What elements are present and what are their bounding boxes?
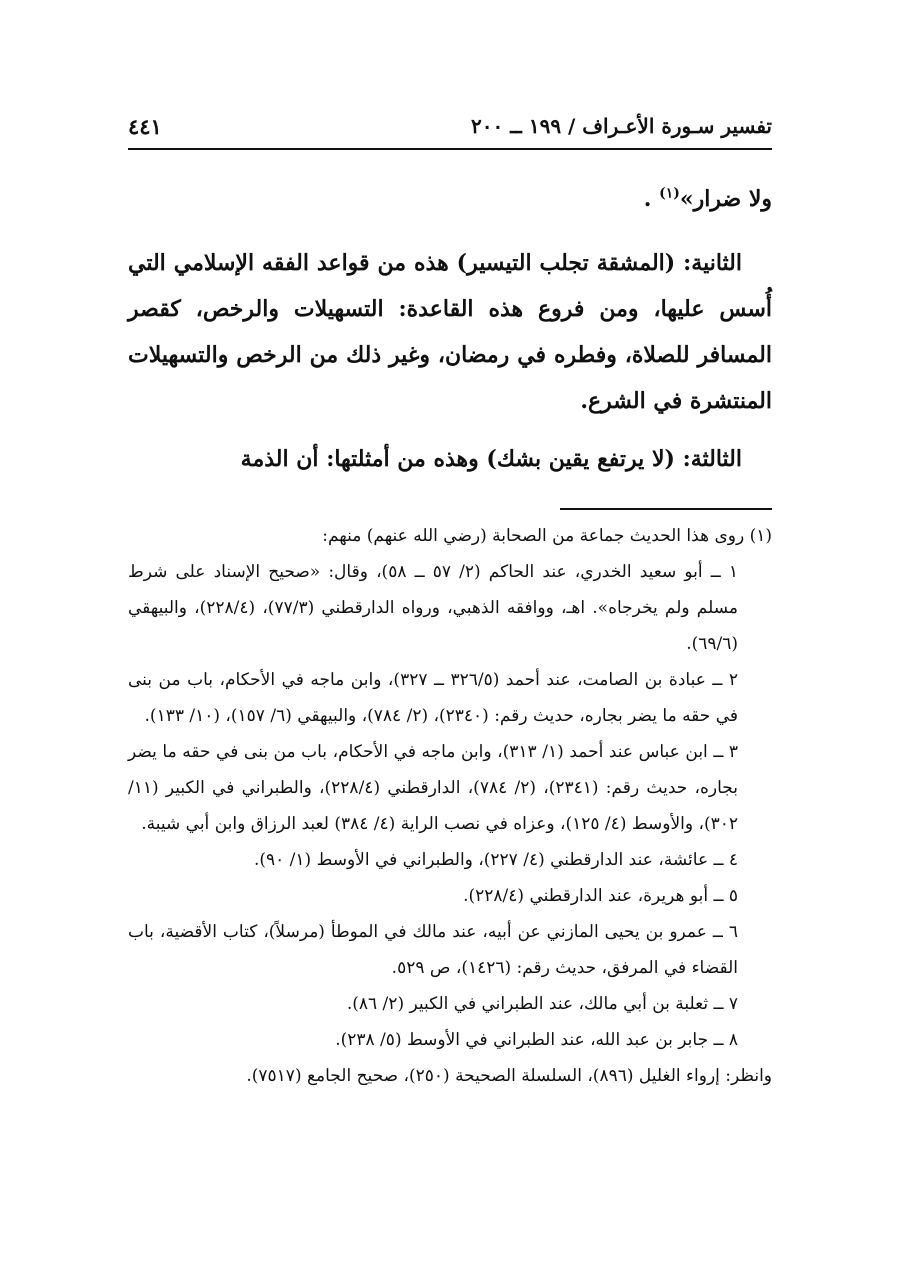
footnote-item: ٤ ــ عائشة، عند الدارقطني (٤/ ٢٢٧)، والطبراني في الأوسط (١/ ٩٠). [253, 850, 738, 870]
book-page [128, 112, 772, 1192]
footnote-item: ٢ ــ عبادة بن الصامت، عند أحمد (٣٢٦/٥ ــ ٣٢٧)، وابن ماجه في الأحكام، باب من بنى في حقه ما يضر بجاره، حديث رقم: (٢٣٤٠)، (٢/ ٧٨٤)، والبيهقي (٦/ ١٥٧)، (١٠/ ١٣٣). [128, 670, 738, 726]
footnote-item: ١ ــ أبو سعيد الخدري، عند الحاكم (٢/ ٥٧ ــ ٥٨)، وقال: «صحيح الإسناد على شرط مسلم ولم يخرجاه». اهـ، ووافقه الذهبي، ورواه الدارقطني (٧٧/٣)، (٢٢٨/٤)، والبيهقي (٦٩/٦). [128, 562, 739, 654]
running-header [128, 112, 772, 150]
footnotes [128, 518, 772, 1094]
paragraph-end-mark: . [643, 186, 652, 212]
footnote-item: ٧ ــ ثعلبة بن أبي مالك، عند الطبراني في الكبير (٢/ ٨٦). [346, 994, 738, 1014]
footnote-separator [560, 508, 772, 510]
footnote-lead: (١) روى هذا الحديث جماعة من الصحابة (رضي الله عنهم) منهم: [322, 526, 772, 546]
running-title: تفسير سـورة الأعـراف / ١٩٩ ــ ٢٠٠ [470, 114, 772, 138]
main-text [128, 176, 772, 482]
footnote-item: ٣ ــ ابن عباس عند أحمد (١/ ٣١٣)، وابن ماجه في الأحكام، باب من بنى في حقه ما يضر بجاره، حديث رقم: (٢٣٤١)، (٢/ ٧٨٤)، الدارقطني (٢٢٨/٤)، والطبراني في الكبير (١١/ ٣٠٢)، والأوسط (٤/ ١٢٥)، وعزاه في نصب الراية (٤/ ٣٨٤) لعبد الرزاق وابن أبي شيبة. [128, 742, 739, 834]
page-number: ٤٤١ [128, 114, 162, 139]
footnote-item: ٨ ــ جابر بن عبد الله، عند الطبراني في الأوسط (٥/ ٢٣٨). [335, 1030, 738, 1050]
paragraph-continuation [128, 176, 772, 222]
footnote-see-also: وانظر: إرواء الغليل (٨٩٦)، السلسلة الصحيحة (٢٥٠)، صحيح الجامع (٧٥١٧). [246, 1066, 772, 1086]
paragraph-third-rule: الثالثة: (لا يرتفع يقين بشك) وهذه من أمثلتها: أن الذمة [240, 446, 742, 472]
footnote-item: ٥ ــ أبو هريرة، عند الدارقطني (٢٢٨/٤). [463, 886, 738, 906]
footnote-item: ٦ ــ عمرو بن يحيى المازني عن أبيه، عند مالك في الموطأ (مرسلاً)، كتاب الأقضية، باب القضاء في المرفق، حديث رقم: (١٤٢٦)، ص ٥٢٩. [128, 922, 738, 978]
footnote-reference: (١) [659, 185, 680, 202]
paragraph-continuation-text: ولا ضرار» [679, 186, 772, 212]
paragraph-second-rule: الثانية: (المشقة تجلب التيسير) هذه من قواعد الفقه الإسلامي التي أُسس عليها، ومن فروع هذه القاعدة: التسهيلات والرخص، كقصر المسافر للصلاة، وفطره في رمضان، وغير ذلك من الرخص والتسهيلات المنتشرة في الشرع. [128, 250, 772, 414]
